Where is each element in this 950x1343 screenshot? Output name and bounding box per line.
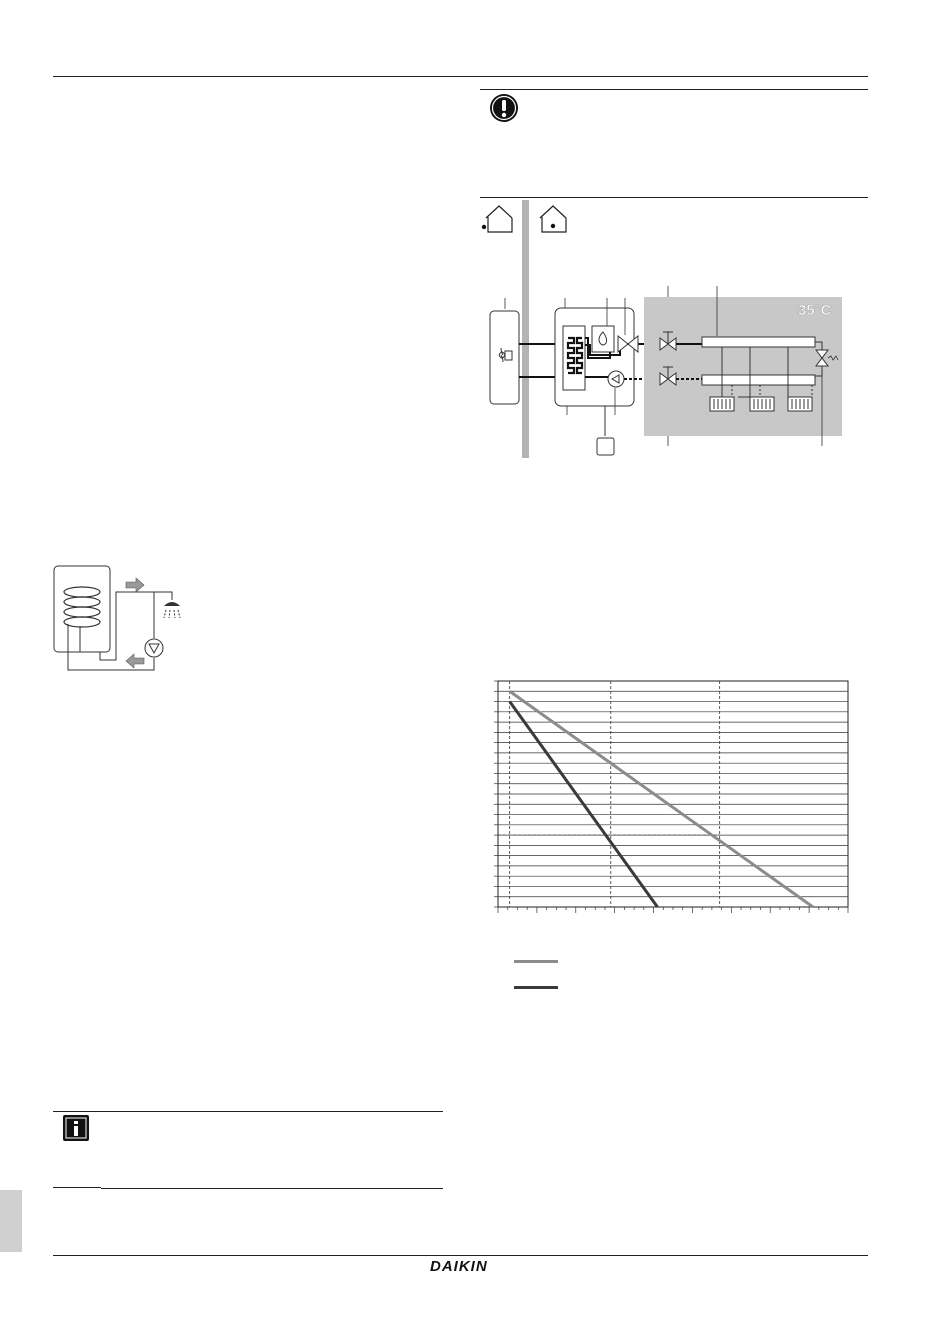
exclamation-circle-icon (488, 92, 520, 124)
backup-heater-icon (592, 326, 614, 352)
circulation-pump-icon (145, 639, 163, 657)
pump-icon (608, 371, 624, 387)
info-top-rule (53, 1111, 443, 1112)
legend-light-line (514, 960, 558, 963)
info-bottom-rule-thick (53, 1187, 101, 1188)
radiator-icon (750, 397, 774, 411)
wall-divider (522, 200, 529, 458)
footer-rule (53, 1255, 868, 1256)
temperature-badge: 35°C (798, 302, 832, 319)
warning-top-rule (480, 89, 868, 90)
info-bottom-rule (101, 1188, 443, 1189)
user-interface-box (597, 438, 614, 455)
supply-manifold (702, 337, 815, 347)
arrow-left-icon (126, 654, 144, 668)
legend-dark-line (514, 986, 558, 989)
brand-logo: DAIKIN (430, 1258, 488, 1275)
return-manifold (702, 375, 815, 385)
house-indoor-icon (540, 206, 566, 232)
info-box-icon (62, 1114, 90, 1142)
tank (54, 566, 110, 652)
header-rule (53, 76, 868, 77)
arrow-right-icon (126, 578, 144, 592)
radiator-icon (710, 397, 734, 411)
shower-icon (164, 602, 180, 606)
pressure-chart (492, 676, 858, 916)
house-outdoor-icon (482, 206, 512, 232)
side-tab (0, 1190, 22, 1252)
radiator-icon (788, 397, 812, 411)
dhw-tank-diagram (50, 562, 200, 674)
system-diagram (470, 198, 870, 460)
